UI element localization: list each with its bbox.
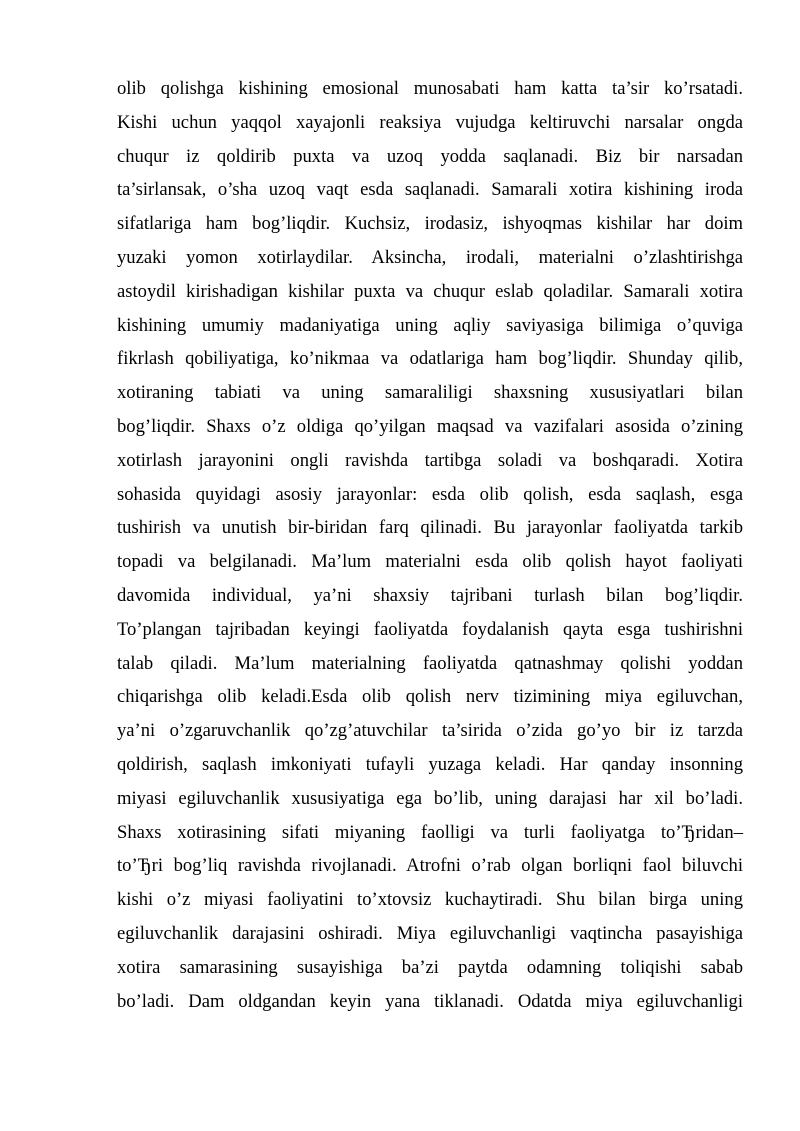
text-line: qoldirish, saqlash imkoniyati tufayli yuzaga keladi. Har qanday insonning [117,753,743,775]
text-line: bo’ladi. Dam oldgandan keyin yana tiklanadi. Odatda miya egiluvchanligi [117,990,743,1012]
text-line: sifatlariga ham bog’liqdir. Kuchsiz, irodasiz, ishyoqmas kishilar har doim [117,213,743,235]
text-line: astoydil kirishadigan kishilar puxta va chuqur eslab qoladilar. Samarali xotira [117,280,743,302]
text-line: Kishi uchun yaqqol xayajonli reaksiya vujudga keltiruvchi narsalar ongda [117,111,743,133]
text-line: ya’ni o’zgaruvchanlik qo’zg’atuvchilar ta’sirida o’zida go’yo bir iz tarzda [117,720,743,742]
text-line: chiqarishga olib keladi.Esda olib qolish nerv tizimining miya egiluvchan, [117,686,743,708]
body-text [117,72,743,1018]
text-line: To’plangan tajribadan keyingi faoliyatda foydalanish qayta esga tushirishni [117,618,743,640]
text-line: talab qiladi. Ma’lum materialning faoliyatda qatnashmay qolishi yoddan [117,652,743,674]
text-line: ta’sirlansak, o’sha uzoq vaqt esda saqlanadi. Samarali xotira kishining iroda [117,179,743,201]
text-line: olib qolishga kishining emosional munosabati ham katta ta’sir ko’rsatadi. [117,78,743,99]
text-line: chuqur iz qoldirib puxta va uzoq yodda saqlanadi. Biz bir narsadan [117,145,743,167]
text-line: miyasi egiluvchanlik xususiyatiga ega bo’lib, uning darajasi har xil bo’ladi. [117,787,743,809]
text-line: bog’liqdir. Shaxs o’z oldiga qo’yilgan maqsad va vazifalari asosida o’zining [117,415,743,437]
text-line: davomida individual, ya’ni shaxsiy tajribani turlash bilan bog’liqdir. [117,584,743,606]
text-line: xotiraning tabiati va uning samaraliligi shaxsning xususiyatlari bilan [117,382,743,404]
text-line: kishi o’z miyasi faoliyatini to’xtovsiz kuchaytiradi. Shu bilan birga uning [117,889,743,911]
text-line: sohasida quyidagi asosiy jarayonlar: esda olib qolish, esda saqlash, esga [117,483,743,505]
text-line: xotira samarasining susayishiga ba’zi paytda odamning toliqishi sabab [117,956,743,978]
text-line: tushirish va unutish bir-biridan farq qilinadi. Bu jarayonlar faoliyatda tarkib [117,517,743,539]
text-line: Shaxs xotirasining sifati miyaning faolligi va turli faoliyatga to’Ђridan– [117,821,743,843]
text-line: fikrlash qobiliyatiga, ko’nikmaa va odatlariga ham bog’liqdir. Shunday qilib, [117,348,743,370]
text-line: kishining umumiy madaniyatiga uning aqliy saviyasiga bilimiga o’quviga [117,314,743,336]
text-line: to’Ђri bog’liq ravishda rivojlanadi. Atrofni o’rab olgan borliqni faol biluvchi [117,855,743,877]
text-line: yuzaki yomon xotirlaydilar. Aksincha, irodali, materialni o’zlashtirishga [117,246,743,268]
text-line: egiluvchanlik darajasini oshiradi. Miya egiluvchanligi vaqtincha pasayishiga [117,922,743,944]
text-line: xotirlash jarayonini ongli ravishda tartibga soladi va boshqaradi. Xotira [117,449,743,471]
text-line: topadi va belgilanadi. Ma’lum materialni esda olib qolish hayot faoliyati [117,551,743,573]
